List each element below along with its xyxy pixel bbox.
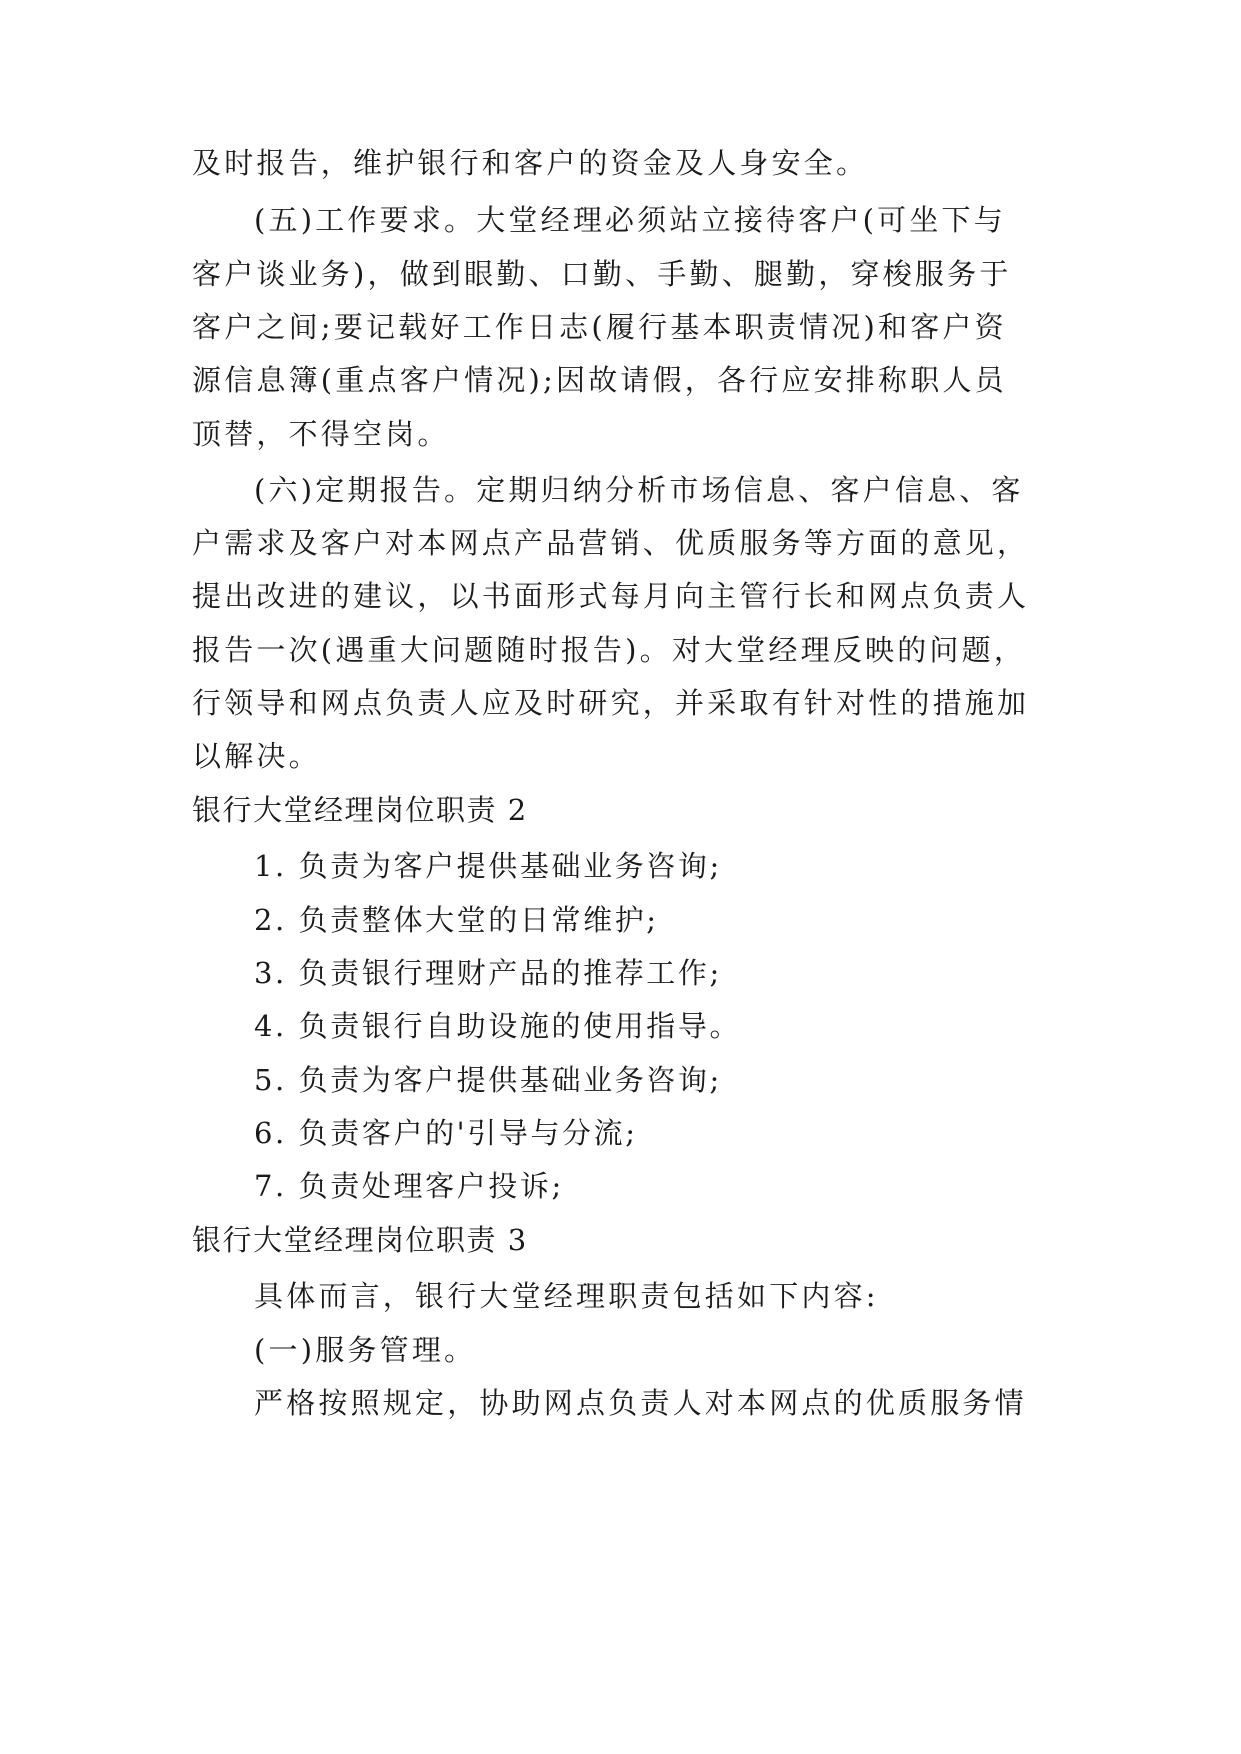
paragraph-line: 及时报告，维护银行和客户的资金及人身安全。 bbox=[192, 146, 869, 180]
paragraph-line: 行领导和网点负责人应及时研究，并采取有针对性的措施加 bbox=[192, 686, 1030, 720]
paragraph-line: 客户之间;要记载好工作日志(履行基本职责情况)和客户资 bbox=[192, 310, 1007, 344]
paragraph-line: (五)工作要求。大堂经理必须站立接待客户(可坐下与 bbox=[254, 203, 1006, 237]
list-item: 2. 负责整体大堂的日常维护; bbox=[254, 903, 659, 937]
paragraph-line: 提出改进的建议，以书面形式每月向主管行长和网点负责人 bbox=[192, 579, 1030, 613]
list-item: 4. 负责银行自助设施的使用指导。 bbox=[254, 1009, 742, 1043]
paragraph-line: 以解决。 bbox=[192, 739, 321, 773]
list-item: 3. 负责银行理财产品的推荐工作; bbox=[254, 956, 722, 990]
list-item: 7. 负责处理客户投诉; bbox=[254, 1169, 564, 1203]
paragraph-line: 源信息簿(重点客户情况);因故请假，各行应安排称职人员 bbox=[192, 363, 1007, 397]
paragraph-line: 严格按照规定，协助网点负责人对本网点的优质服务情 bbox=[254, 1386, 1027, 1420]
section-heading-2: 银行大堂经理岗位职责 2 bbox=[192, 793, 528, 827]
paragraph-line: 报告一次(遇重大问题随时报告)。对大堂经理反映的问题， bbox=[192, 633, 1027, 667]
paragraph-line: 户需求及客户对本网点产品营销、优质服务等方面的意见， bbox=[192, 526, 1030, 560]
section-heading-3: 银行大堂经理岗位职责 3 bbox=[192, 1223, 528, 1257]
list-item: 1. 负责为客户提供基础业务咨询; bbox=[254, 849, 722, 883]
paragraph-line: 顶替，不得空岗。 bbox=[192, 417, 450, 451]
list-item: 5. 负责为客户提供基础业务咨询; bbox=[254, 1063, 722, 1097]
list-item: 6. 负责客户的'引导与分流; bbox=[254, 1116, 638, 1150]
paragraph-line: (六)定期报告。定期归纳分析市场信息、客户信息、客 bbox=[254, 473, 1024, 507]
paragraph-line: 具体而言，银行大堂经理职责包括如下内容: bbox=[254, 1279, 879, 1313]
paragraph-line: (一)服务管理。 bbox=[254, 1333, 477, 1367]
paragraph-line: 客户谈业务)，做到眼勤、口勤、手勤、腿勤，穿梭服务于 bbox=[192, 257, 1012, 291]
